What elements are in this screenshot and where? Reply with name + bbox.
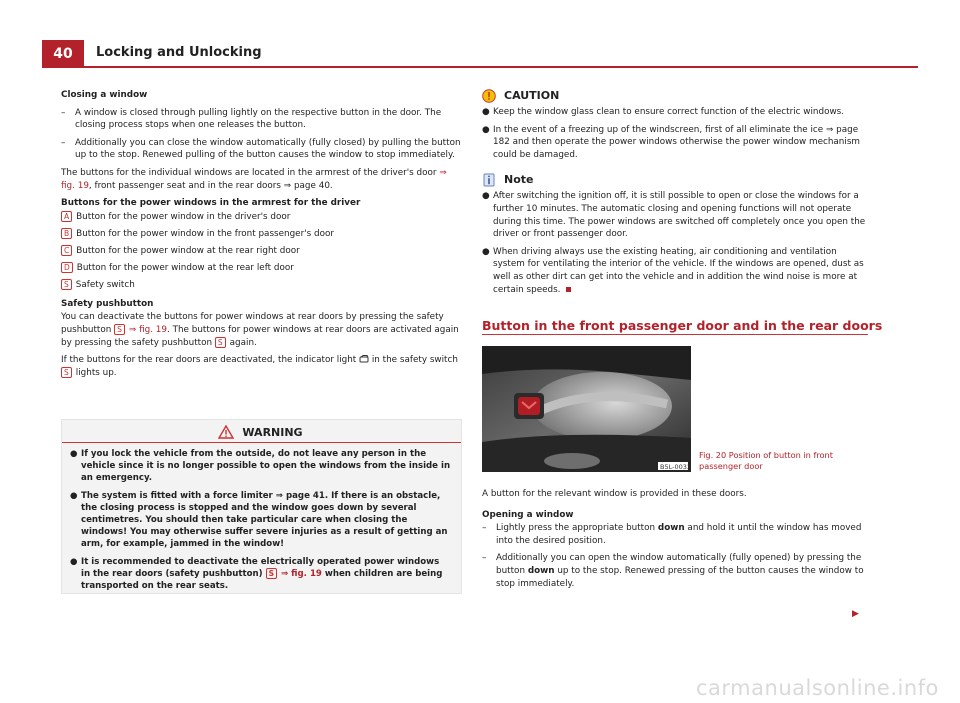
note-header (482, 173, 870, 187)
caution-title: CAUTION (504, 88, 560, 102)
section-rule (482, 334, 868, 335)
legend-item: A Button for the power window in the driver's door (61, 211, 462, 224)
section-intro: A button for the relevant window is provided in these doors. (482, 489, 747, 499)
list-item: – Lightly press the appropriate button down and hold it until the window has moved into the desired position. (482, 523, 862, 546)
key-badge: S (266, 568, 277, 579)
left-column (61, 89, 462, 384)
warning-title: WARNING (242, 425, 303, 439)
fig-link[interactable]: ⇒ fig. 19 (128, 324, 167, 335)
warning-header (70, 425, 451, 439)
right-column (482, 89, 870, 301)
child-lock-icon (359, 355, 369, 363)
chapter-title: Locking and Unlocking (96, 45, 262, 60)
indicator-paragraph: If the buttons for the rear doors are deactivated, the indicator light in the safety switch S lights up. (61, 355, 458, 378)
legend-item: C Button for the power window at the rear right door (61, 245, 462, 258)
figure-caption: Fig. 20 Position of button in front passenger door (699, 450, 833, 471)
page-number: 40 (42, 40, 84, 68)
warning-bullet: ● The system is fitted with a force limiter ⇒ page 41. If there is an obstacle, the closing process is stopped and the window goes down by several centimetres. You should then take particular care when closing the windows! You may otherwise suffer severe injuries as a result of getting an arm, for example, jammed in the window! (70, 490, 448, 550)
legend-item: B Button for the power window in the front passenger's door (61, 228, 462, 241)
continue-arrow-icon: ▶ (852, 609, 859, 619)
safety-paragraph: You can deactivate the buttons for power windows at rear doors by pressing the safety pushbutton S ⇒ fig. 19. The buttons for power windows at rear doors are activated again by pressing the safety pushbutton S again. (61, 312, 459, 348)
note-icon (482, 173, 496, 187)
list-item: – Additionally you can close the window automatically (fully closed) by pulling the button up to the stop. Renewed pulling of the button causes the window to stop immediately. (61, 137, 461, 161)
end-marker (566, 287, 571, 292)
buttons-title: Buttons for the power windows in the armrest for the driver (61, 198, 361, 209)
opening-title: Opening a window (482, 509, 574, 520)
header-rule (84, 66, 918, 68)
warning-bullet: ● It is recommended to deactivate the electrically operated power windows in the rear doors (safety pushbutton) S ⇒ fig. 19 when children are being transported on the rear seats. (70, 556, 443, 592)
warning-triangle-icon (218, 425, 234, 439)
fig-link[interactable]: ⇒ fig. 19 (280, 568, 322, 579)
caution-bullet: ● Keep the window glass clean to ensure correct function of the electric windows. (482, 107, 845, 117)
warning-rule (62, 442, 461, 443)
key-badge: D (61, 262, 73, 273)
note-bullet: ● After switching the ignition off, it is still possible to open or close the windows for a further 10 minutes. The automatic closing and opening functions will not operate during this time. The power windows are switched off completely once you open the driver or front passenger door. (482, 191, 866, 240)
section-title: Button in the front passenger door and in the rear doors (482, 318, 883, 333)
caution-icon (482, 89, 496, 103)
key-badge: A (61, 211, 72, 222)
note-bullet: ● When driving always use the existing heating, air conditioning and ventilation system for ventilating the interior of the vehicle. If the windows are opened, dust as well as other dirt can get into the vehicle and in addition the wind noise is more at certain speeds. (482, 246, 864, 295)
section-body (482, 488, 870, 595)
caution-bullet: ● In the event of a freezing up of the windscreen, first of all eliminate the ice ⇒ page 182 and then operate the power windows otherwise the power window mechanism could be damaged. (482, 124, 860, 160)
warning-bullet: ● If you lock the vehicle from the outside, do not leave any person in the vehicle since it is no longer possible to open the windows from the inside in an emergency. (70, 449, 451, 484)
safety-title: Safety pushbutton (61, 298, 154, 309)
watermark: carmanualsonline.info (696, 676, 939, 700)
key-badge: S (61, 279, 72, 290)
key-badge: S (114, 324, 125, 335)
key-badge: S (61, 367, 72, 378)
fig-link[interactable]: ⇒ fig. 19 (61, 167, 447, 191)
legend-item: D Button for the power window at the rear left door (61, 262, 462, 275)
key-badge: C (61, 245, 72, 256)
note-title: Note (504, 173, 534, 187)
caution-header (482, 89, 870, 103)
buttons-intro: The buttons for the individual windows are located in the armrest of the driver's door ⇒ fig. 19, front passenger seat and in the rear doors ⇒ page 40. (61, 167, 447, 191)
legend-item: S Safety switch (61, 279, 462, 292)
door-button-photo (482, 346, 691, 472)
closing-title: Closing a window (61, 90, 148, 100)
photo-code: B5L-0033 (660, 463, 691, 471)
key-badge: S (215, 337, 226, 348)
warning-box (61, 419, 462, 594)
list-item: – A window is closed through pulling lightly on the respective button in the door. The closing process stops when one releases the button. (61, 107, 442, 131)
key-badge: B (61, 228, 72, 239)
list-item: – Additionally you can open the window automatically (fully opened) by pressing the button down up to the stop. Renewed pressing of the button causes the window to stop immediately. (482, 553, 864, 589)
